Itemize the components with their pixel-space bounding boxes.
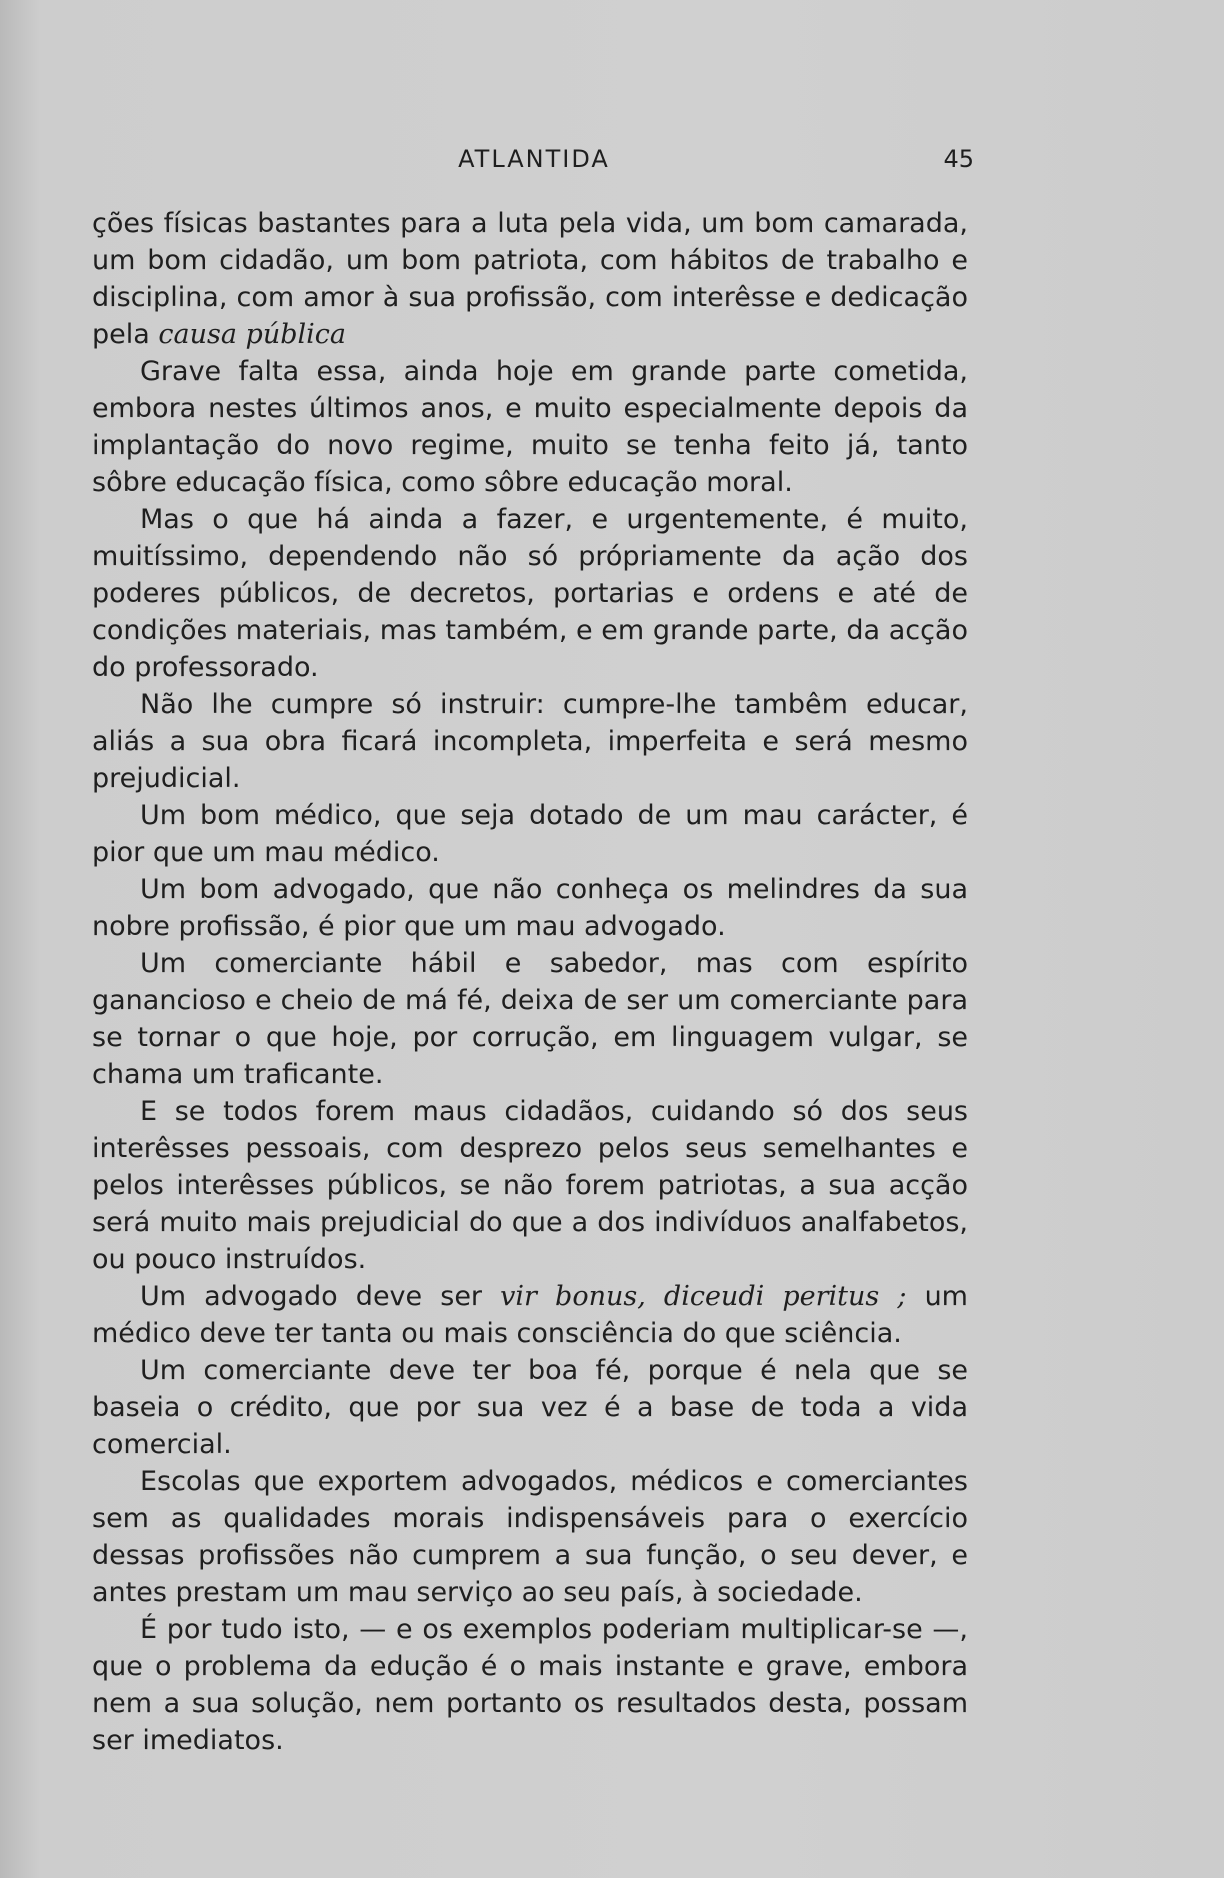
paragraph-9 bbox=[92, 1278, 968, 1352]
paragraph-1-text: ções físicas bastantes para a luta pela vida, um bom camarada, um bom cidadão, um bom patriota, com hábitos de trabalho e disciplina, com amor à sua profissão, com interêsse e dedicação pela bbox=[92, 208, 968, 350]
paragraph-10: Um comerciante deve ter boa fé, porque é nela que se baseia o crédito, que por sua vez é a base de toda a vida comercial. bbox=[92, 1355, 968, 1460]
paragraph-2: Grave falta essa, ainda hoje em grande parte cometida, embora nestes últimos anos, e muito especialmente depois da implantação do novo regime, muito se tenha feito já, tanto sôbre educação física, como sôbre educação moral. bbox=[92, 356, 968, 498]
paragraph-12: É por tudo isto, — e os exemplos poderiam multiplicar-se —, que o problema da edução é o mais instante e grave, embora nem a sua solução, nem portanto os resultados desta, possam ser imediatos. bbox=[92, 1614, 968, 1756]
paragraph-5: Um bom médico, que seja dotado de um mau carácter, é pior que um mau médico. bbox=[92, 800, 968, 868]
paragraph-9-text-a: Um advogado deve ser bbox=[140, 1281, 483, 1312]
paragraph-4: Não lhe cumpre só instruir: cumpre-lhe tambêm educar, aliás a sua obra ficará incompleta, imperfeita e será mesmo prejudicial. bbox=[92, 689, 968, 794]
paragraph-7: Um comerciante hábil e sabedor, mas com espírito ganancioso e cheio de má fé, deixa de ser um comerciante para se tornar o que hoje, por corrução, em linguagem vulgar, se chama um traficante. bbox=[92, 948, 968, 1090]
page-number: 45 bbox=[943, 145, 974, 173]
paragraph-1-italic: causa pública bbox=[158, 319, 346, 350]
running-title: ATLANTIDA bbox=[458, 145, 610, 173]
paragraph-9-text-b: um médico deve ter tanta ou mais consciência do que sciência. bbox=[92, 1281, 968, 1349]
paragraph-8: E se todos forem maus cidadãos, cuidando só dos seus interêsses pessoais, com desprezo pelos seus semelhantes e pelos interêsses públicos, se não forem patriotas, a sua acção será muito mais prejudicial do que a dos indivíduos analfabetos, ou pouco instruídos. bbox=[92, 1096, 968, 1275]
body-text bbox=[92, 205, 968, 1759]
paragraph-6: Um bom advogado, que não conheça os melindres da sua nobre profissão, é pior que um mau advogado. bbox=[92, 874, 968, 942]
paragraph-3: Mas o que há ainda a fazer, e urgentemente, é muito, muitíssimo, dependendo não só própriamente da ação dos poderes públicos, de decretos, portarias e ordens e até de condições materiais, mas também, e em grande parte, da acção do professorado. bbox=[92, 504, 968, 683]
paragraph-9-italic: vir bonus, diceudi peritus ; bbox=[500, 1281, 907, 1312]
paragraph-11: Escolas que exportem advogados, médicos e comerciantes sem as qualidades morais indispensáveis para o exercício dessas profissões não cumprem a sua função, o seu dever, e antes prestam um mau serviço ao seu país, à sociedade. bbox=[92, 1466, 968, 1608]
paragraph-1 bbox=[92, 205, 968, 353]
page-header bbox=[94, 145, 974, 179]
